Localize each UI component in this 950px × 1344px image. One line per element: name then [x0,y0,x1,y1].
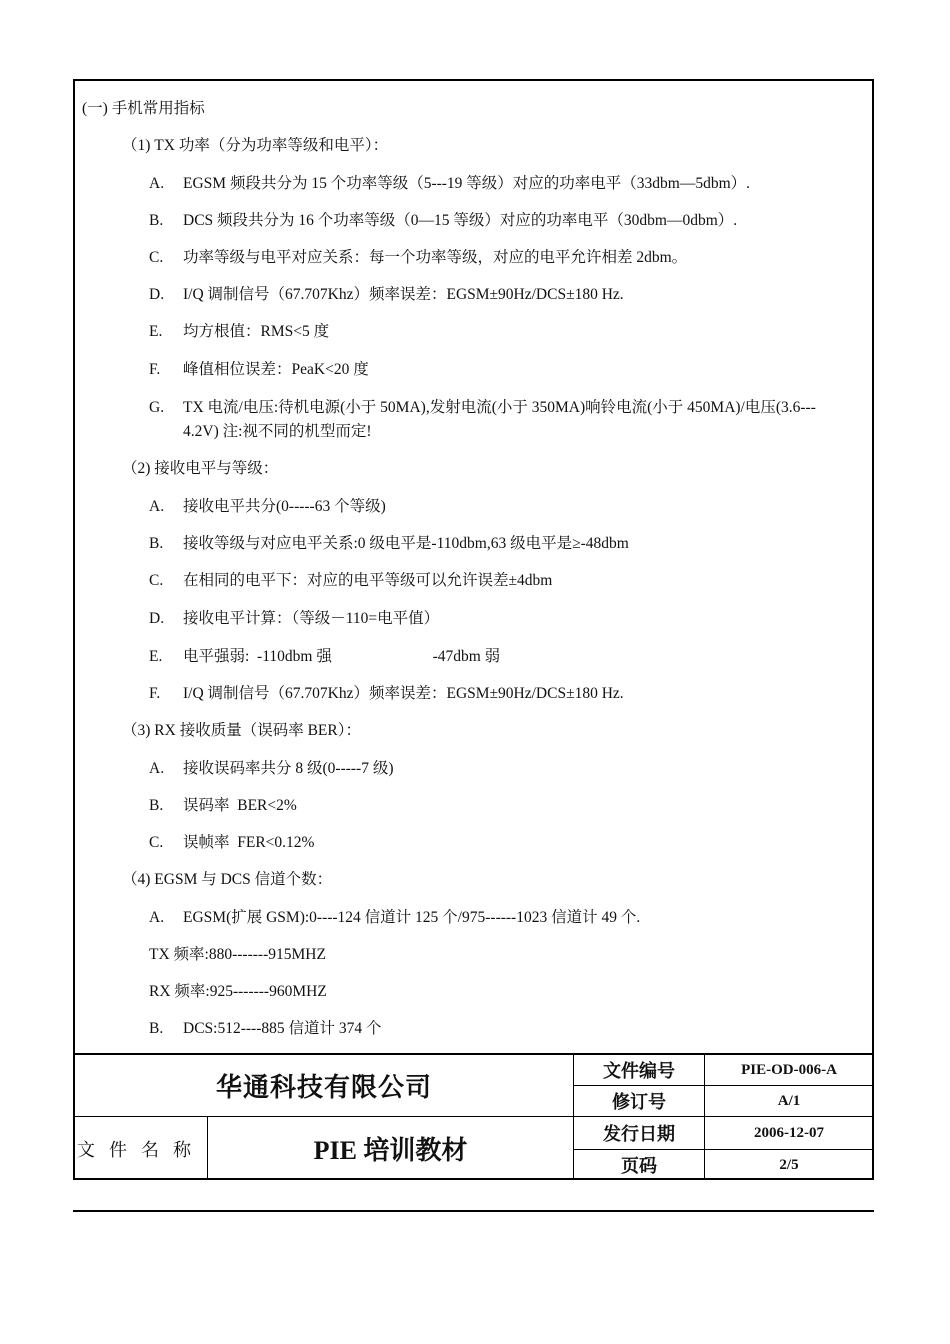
channels-heading: （4) EGSM 与 DCS 信道个数： [122,871,333,888]
list-item-text: 误帧率 FER<0.12% [183,834,315,851]
list-marker: D. [149,610,165,627]
list-item-text: DCS 频段共分为 16 个功率等级（0—15 等级）对应的功率电平（30dbm—0dbm）. [183,212,738,229]
list-item-text: EGSM(扩展 GSM):0----124 信道计 125 个/975------1023 信道计 49 个. [183,909,641,926]
rx-frequency: RX 频率:925-------960MHZ [149,983,327,1000]
list-item [149,322,329,342]
list-item-text: I/Q 调制信号（67.707Khz）频率误差：EGSM±90Hz/DCS±180 Hz. [183,685,624,702]
list-item [149,796,297,816]
list-marker: A. [149,498,165,515]
issue-date-label: 发行日期 [603,1124,675,1145]
list-item [149,174,750,194]
list-marker: F. [149,685,161,702]
document-frame [73,79,874,1180]
document-name-label: 文件名称 [77,1139,205,1161]
rx-level-heading: （2) 接收电平与等级： [122,460,279,477]
list-item [149,684,624,704]
list-item [149,571,552,591]
revision-value: A/1 [777,1092,801,1109]
list-marker: E. [149,323,163,340]
list-item-text: 均方根值：RMS<5 度 [183,323,330,340]
list-item-text: 接收误码率共分 8 级(0-----7 级) [183,760,394,777]
tx-frequency: TX 频率:880-------915MHZ [149,946,326,963]
document-footer-table [75,1053,872,1180]
list-marker: C. [149,249,164,266]
list-item-text: 接收电平计算：（等级－110=电平值） [183,610,440,627]
list-marker: A. [149,760,165,777]
list-item-text: 误码率 BER<2% [183,797,297,814]
tx-heading: （1) TX 功率（分为功率等级和电平）： [122,137,389,154]
page-number-value: 2/5 [779,1156,799,1173]
list-item [149,497,386,517]
list-item [149,647,500,667]
list-item-text: 电平强弱: -110dbm 强 -47dbm 弱 [183,648,501,665]
list-item [149,398,816,418]
list-marker: B. [149,797,164,814]
issue-date-value: 2006-12-07 [754,1124,824,1141]
list-item [149,285,624,305]
list-item-text: EGSM 频段共分为 15 个功率等级（5---19 等级）对应的功率电平（33dbm—5dbm）. [183,175,751,192]
list-item [149,908,640,928]
list-item-continuation: 4.2V) 注:视不同的机型而定! [183,423,372,440]
document-body [75,81,872,1053]
list-item [149,609,439,629]
list-item-text: DCS:512----885 信道计 374 个 [183,1020,382,1037]
list-item [149,1019,381,1039]
file-number-label: 文件编号 [603,1061,675,1082]
list-marker: F. [149,361,161,378]
rx-quality-heading: （3) RX 接收质量（误码率 BER）： [122,722,361,739]
section-title: (一) 手机常用指标 [82,100,205,117]
company-name: 华通科技有限公司 [215,1073,432,1102]
page-number-label: 页码 [621,1156,657,1177]
document-name: PIE 培训教材 [313,1136,468,1165]
bottom-rule [73,1210,874,1212]
list-item-text: I/Q 调制信号（67.707Khz）频率误差：EGSM±90Hz/DCS±180 Hz. [183,286,624,303]
list-item-text: 在相同的电平下：对应的电平等级可以允许误差±4dbm [183,572,553,589]
list-marker: A. [149,909,165,926]
list-marker: C. [149,834,164,851]
list-item-text: 接收等级与对应电平关系:0 级电平是-110dbm,63 级电平是≥-48dbm [183,535,629,552]
list-marker: G. [149,399,165,416]
list-item-text: 功率等级与电平对应关系：每一个功率等级，对应的电平允许相差 2dbm。 [183,249,688,266]
list-item [149,360,369,380]
list-marker: B. [149,1020,164,1037]
list-marker: B. [149,535,164,552]
revision-label: 修订号 [612,1092,666,1113]
list-item [149,833,314,853]
list-marker: D. [149,286,165,303]
list-marker: C. [149,572,164,589]
list-item [149,211,737,231]
list-marker: B. [149,212,164,229]
list-item-text: TX 电流/电压:待机电源(小于 50MA),发射电流(小于 350MA)响铃电流(小于 450MA)/电压(3.6--- [183,399,816,416]
list-item-text: 峰值相位误差：PeaK<20 度 [183,361,369,378]
list-marker: E. [149,648,163,665]
list-item [149,759,394,779]
file-number-value: PIE-OD-006-A [741,1061,837,1078]
list-item [149,248,687,268]
list-item [149,534,629,554]
list-item-text: 接收电平共分(0-----63 个等级) [183,498,386,515]
list-marker: A. [149,175,165,192]
